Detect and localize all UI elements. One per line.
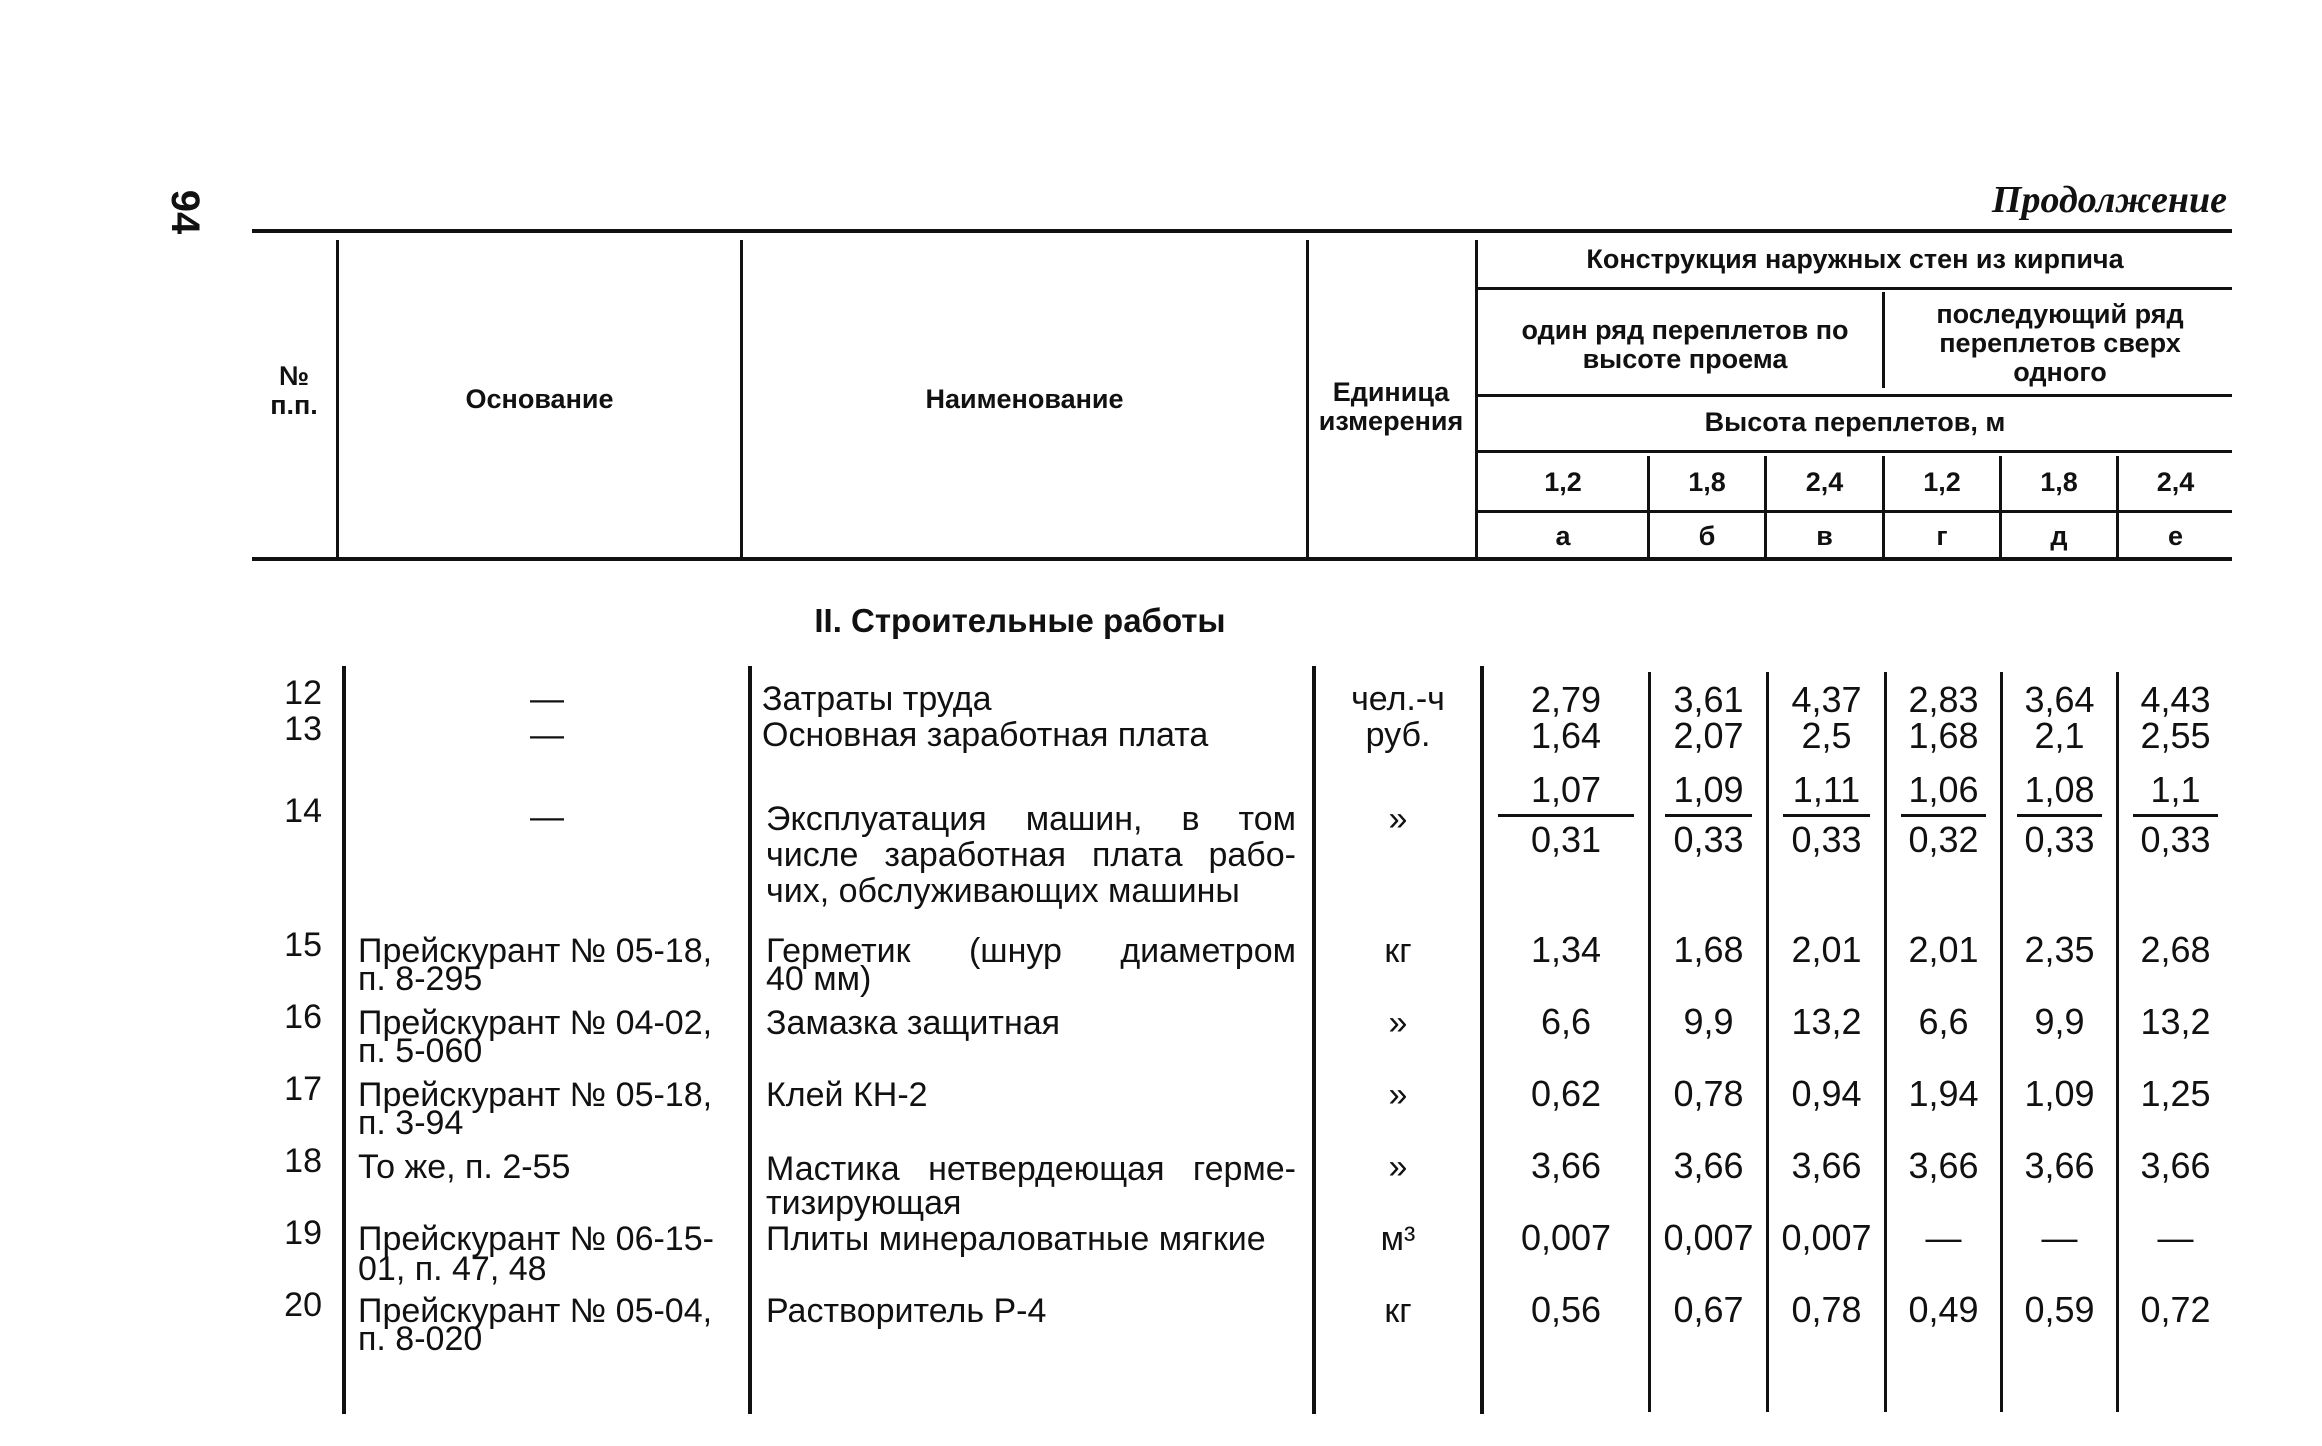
header-sub-first-row: один ряд переплетов по высоте проема [1521, 315, 1849, 374]
fraction-denominator: 0,33 [1673, 819, 1744, 860]
row-unit: » [1388, 800, 1408, 838]
header-basis: Основание [465, 384, 614, 414]
header-name: Наименование [925, 384, 1124, 414]
row-name: чих, обслуживающих машины [766, 872, 1240, 910]
fraction-numerator: 1,09 [1665, 770, 1752, 817]
row-basis: п. 3-94 [358, 1104, 464, 1142]
group-rule [1478, 510, 2232, 513]
height-value: 1,8 [1688, 467, 1726, 497]
fraction-denominator: 0,33 [1791, 819, 1862, 860]
row-value: 1,68 [1673, 929, 1744, 970]
row-value: 3,66 [1908, 1145, 1979, 1186]
row-value: 0,007 [1663, 1217, 1754, 1258]
row-value: 9,9 [1683, 1001, 1734, 1042]
row-value: 4,43 [2140, 679, 2211, 720]
col-divider [1306, 240, 1309, 558]
column-letter: д [2050, 521, 2068, 551]
row-unit: кг [1384, 932, 1412, 970]
row-value: 0,007 [1520, 1217, 1612, 1258]
row-name: Затраты труда [762, 680, 992, 718]
row-basis: Прейскурант № 06-15- [358, 1220, 714, 1258]
row-basis: п. 5-060 [358, 1032, 483, 1070]
column-letter: б [1698, 521, 1716, 551]
fraction-value [2003, 770, 2116, 863]
row-name: Клей КН-2 [766, 1076, 928, 1114]
fraction-denominator: 0,32 [1908, 819, 1979, 860]
row-basis: — [530, 798, 564, 836]
row-number: 12 [284, 674, 322, 712]
col-divider [748, 666, 752, 1414]
row-value: 6,6 [1918, 1001, 1969, 1042]
row-value: 1,94 [1908, 1073, 1979, 1114]
column-letter: а [1555, 521, 1571, 551]
fraction-value [2119, 770, 2232, 863]
fraction-denominator: 0,33 [2024, 819, 2095, 860]
row-value: 1,09 [2024, 1073, 2095, 1114]
row-number: 20 [284, 1286, 322, 1324]
header-group-title: Конструкция наружных стен из кирпича [1586, 244, 2124, 274]
row-value: 2,5 [1801, 715, 1852, 756]
row-name: Плиты минераловатные мягкие [766, 1220, 1266, 1258]
fraction-denominator: 0,33 [2140, 819, 2211, 860]
row-value: — [1925, 1217, 1962, 1258]
column-letter: в [1816, 521, 1833, 551]
row-basis: — [530, 716, 564, 754]
fraction-numerator: 1,06 [1901, 770, 1986, 817]
row-value: — [2041, 1217, 2078, 1258]
row-value: 0,007 [1781, 1217, 1872, 1258]
row-basis: Прейскурант № 04-02, [358, 1004, 713, 1042]
row-value: 1,64 [1530, 715, 1602, 756]
row-name: Замазка защитная [766, 1004, 1061, 1042]
row-value: 4,37 [1791, 679, 1862, 720]
fraction-value [1484, 770, 1648, 863]
row-name: Растворитель Р-4 [766, 1292, 1047, 1330]
row-number: 17 [284, 1070, 322, 1108]
row-basis: Прейскурант № 05-18, [358, 1076, 713, 1114]
row-value: 2,68 [2140, 929, 2211, 970]
row-value: 3,66 [1673, 1145, 1744, 1186]
row-name: Основная заработная плата [762, 716, 1209, 754]
row-unit: чел.-ч [1351, 680, 1445, 718]
fraction-denominator: 0,31 [1530, 819, 1602, 860]
row-name: Эксплуатация машин, в том [766, 800, 1296, 838]
column-letter: г [1936, 521, 1948, 551]
header-sub-next-rows: последующий ряд переплетов сверх одного [1936, 299, 2184, 387]
row-value: 0,94 [1791, 1073, 1862, 1114]
fraction-value [1887, 770, 2000, 863]
header-heights-title: Высота переплетов, м [1704, 407, 2006, 437]
row-name: числе заработная плата рабо- [766, 836, 1296, 874]
row-name: Мастика нетвердеющая герме- [766, 1150, 1296, 1188]
fraction-value [1769, 770, 1884, 863]
row-basis: — [530, 680, 564, 718]
row-value: 0,56 [1530, 1289, 1602, 1330]
height-value: 2,4 [1805, 467, 1844, 497]
row-value: — [2157, 1217, 2194, 1258]
row-value: 0,78 [1791, 1289, 1862, 1330]
header-no: № п.п. [270, 361, 318, 420]
row-value: 1,25 [2140, 1073, 2211, 1114]
row-unit: руб. [1365, 716, 1431, 754]
row-value: 0,78 [1673, 1073, 1744, 1114]
row-number: 15 [284, 926, 322, 964]
fraction-numerator: 1,11 [1783, 770, 1870, 817]
row-basis: п. 8-295 [358, 960, 483, 998]
header-top-rule [252, 229, 2232, 233]
height-value: 1,2 [1544, 467, 1582, 497]
row-number: 13 [284, 710, 322, 748]
height-value: 1,2 [1923, 467, 1961, 497]
col-divider [342, 666, 346, 1414]
row-basis: То же, п. 2-55 [358, 1148, 571, 1186]
row-basis: Прейскурант № 05-04, [358, 1292, 713, 1330]
row-value: 2,79 [1530, 679, 1602, 720]
row-unit: » [1388, 1004, 1408, 1042]
row-basis: 01, п. 47, 48 [358, 1250, 547, 1288]
row-value: 3,66 [1791, 1145, 1862, 1186]
row-value: 2,01 [1791, 929, 1862, 970]
row-value: 2,83 [1908, 679, 1979, 720]
row-value: 1,68 [1908, 715, 1979, 756]
row-unit: » [1388, 1076, 1408, 1114]
fraction-numerator: 1,08 [2017, 770, 2102, 817]
col-divider [1882, 292, 1885, 388]
row-unit: кг [1384, 1292, 1412, 1330]
fraction-numerator: 1,1 [2133, 770, 2218, 817]
row-value: 1,34 [1530, 929, 1602, 970]
column-letter: е [2167, 521, 2184, 551]
row-value: 2,35 [2024, 929, 2095, 970]
header-bottom-rule [252, 557, 2232, 561]
row-value: 0,62 [1530, 1073, 1602, 1114]
row-unit: » [1388, 1148, 1408, 1186]
row-basis: п. 8-020 [358, 1320, 483, 1358]
row-value: 2,1 [2034, 715, 2085, 756]
row-basis: Прейскурант № 05-18, [358, 932, 713, 970]
row-value: 0,49 [1908, 1289, 1979, 1330]
row-value: 3,66 [2024, 1145, 2095, 1186]
row-value: 2,55 [2140, 715, 2211, 756]
row-value: 13,2 [1791, 1001, 1862, 1042]
row-value: 0,72 [2140, 1289, 2211, 1330]
row-value: 2,01 [1908, 929, 1979, 970]
group-rule [1478, 287, 2232, 290]
fraction-numerator: 1,07 [1498, 770, 1634, 817]
group-rule [1478, 394, 2232, 397]
row-value: 9,9 [2034, 1001, 2085, 1042]
continuation-label: Продолжение [1991, 179, 2227, 221]
row-value: 6,6 [1540, 1001, 1592, 1042]
row-value: 3,66 [1530, 1145, 1602, 1186]
header-unit: Единица измерения [1318, 377, 1464, 436]
page-number: 94 [163, 189, 207, 235]
section-title: II. Строительные работы [814, 602, 1226, 639]
row-name: 40 мм) [766, 960, 872, 998]
row-value: 0,59 [2024, 1289, 2095, 1330]
row-number: 16 [284, 998, 322, 1036]
row-name: Герметик (шнур диаметром [766, 932, 1296, 970]
height-value: 2,4 [2156, 467, 2195, 497]
row-number: 14 [284, 792, 322, 830]
row-number: 18 [284, 1142, 322, 1180]
height-value: 1,8 [2040, 467, 2078, 497]
row-name: тизирующая [766, 1184, 962, 1222]
fraction-value [1651, 770, 1766, 863]
row-value: 13,2 [2140, 1001, 2211, 1042]
row-unit: м³ [1380, 1220, 1416, 1258]
row-value: 3,61 [1673, 679, 1744, 720]
group-rule [1478, 450, 2232, 453]
row-value: 3,64 [2024, 679, 2095, 720]
row-value: 0,67 [1673, 1289, 1744, 1330]
row-value: 3,66 [2140, 1145, 2211, 1186]
row-value: 2,07 [1673, 715, 1744, 756]
row-number: 19 [284, 1214, 322, 1252]
